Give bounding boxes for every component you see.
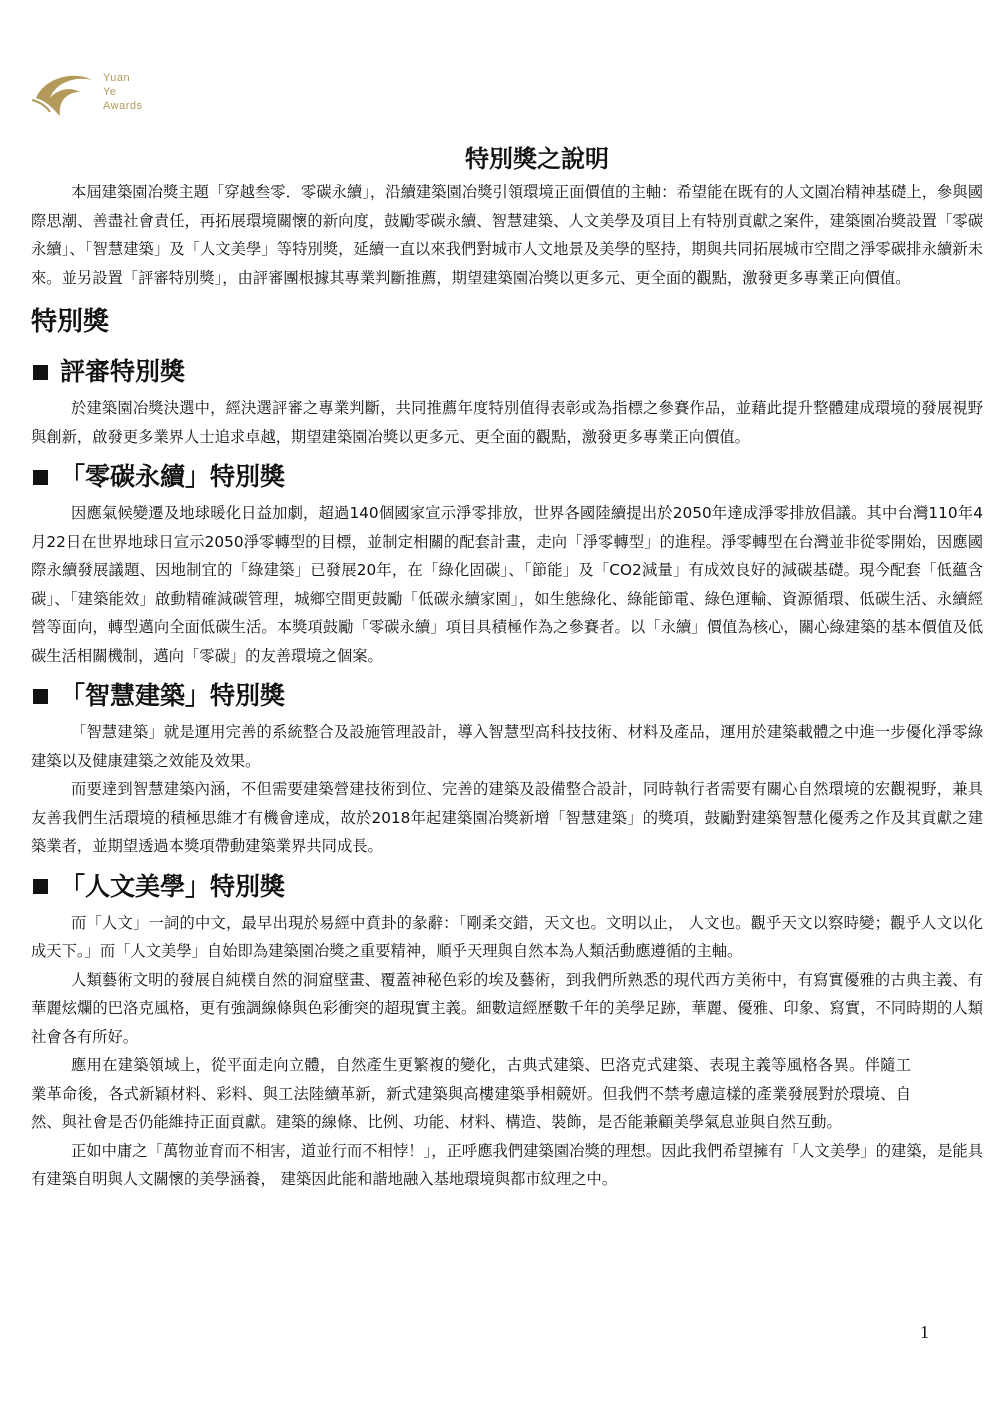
jury-award-heading	[31, 350, 983, 394]
document-body	[31, 140, 983, 1194]
aesthetics-paragraph-3: 應用在建築領域上，從平面走向立體，自然產生更繁複的變化，古典式建築、巴洛克式建築、表現主義等風格各異。伴隨工業革命後，各式新穎材料、彩料、與工法陸續革新，新式建築與高樓建築爭相競妍。但我們不禁考慮這樣的產業發展對於環境、自然、與社會是否仍能維持正面貢獻。建築的線條、比例、功能、材料、構造、裝飾，是否能兼顧美學氣息並與自然互動。	[31, 1056, 911, 1131]
smart-building-heading	[31, 674, 983, 718]
logo-line-2: Ye	[103, 86, 117, 98]
aesthetics-heading-text: 「人文美學」特別獎	[60, 871, 286, 901]
zero-carbon-heading-text: 「零碳永續」特別獎	[60, 462, 286, 491]
logo-line-3: Awards	[103, 100, 143, 112]
aesthetics-heading	[31, 865, 983, 909]
page-number: 1	[920, 1322, 929, 1342]
square-bullet-icon	[33, 689, 48, 704]
yuan-ye-awards-logo	[30, 68, 170, 124]
zero-carbon-paragraph: 因應氣候變遷及地球暖化日益加劇，超過140個國家宣示淨零排放，世界各國陸續提出於2050年達成淨零排放倡議。其中台灣110年4月22日在世界地球日宣示2050淨零轉型的目標，並制定相關的配套計畫，走向「淨零轉型」的進程。淨零轉型在台灣並非從零開始，因應國際永續發展議題、因地制宜的「綠建築」已發展20年，在「綠化固碳」、「節能」及「CO2減量」有成效良好的減碳基礎。現今配套「低蘊含碳」、「建築能效」啟動精確減碳管理，城鄉空間更鼓勵「低碳永續家園」，如生態綠化、綠能節電、綠色運輸、資源循環、低碳生活、永續經營等面向，轉型邁向全面低碳生活。本獎項鼓勵「零碳永續」項目具積極作為之參賽者。以「永續」價值為核心，關心綠建築的基本價值及低碳生活相關機制，邁向「零碳」的友善環境之個案。	[31, 504, 983, 665]
square-bullet-icon	[33, 470, 48, 485]
aesthetics-paragraph-2: 人類藝術文明的發展自純樸自然的洞窟壁畫、覆蓋神秘色彩的埃及藝術，到我們所熟悉的現代西方美術中，有寫實優雅的古典主義、有華麗炫爛的巴洛克風格，更有強調線條與色彩衝突的超現實主義。細數這經歷數千年的美學足跡，華麗、優雅、印象、寫實，不同時期的人類社會各有所好。	[31, 970, 983, 1046]
logo-wordmark	[103, 71, 142, 113]
jury-award-heading-text: 評審特別獎	[60, 357, 186, 386]
logo-mark-icon	[30, 68, 102, 124]
square-bullet-icon	[33, 879, 48, 894]
square-bullet-icon	[33, 365, 48, 380]
aesthetics-paragraph-1: 而「人文」一詞的中文，最早出現於易經中賁卦的彖辭：「剛柔交錯，天文也。文明以止， 人文也。觀乎天文以察時變；觀乎人文以化成天下。」而「人文美學」自始即為建築園冶獎之重要精神，順乎天理與自然本為人類活動應遵循的主軸。	[31, 913, 983, 960]
section-heading: 特別獎	[31, 307, 110, 337]
logo-line-1: Yuan	[103, 72, 131, 84]
jury-award-paragraph: 於建築園冶獎決選中，經決選評審之專業判斷，共同推薦年度特別值得表彰或為指標之參賽作品，並藉此提升整體建成環境的發展視野與創新，啟發更多業界人士追求卓越，期望建築園冶獎以更多元、更全面的觀點，激發更多專業正向價值。	[31, 399, 983, 446]
intro-paragraph: 本屆建築園冶獎主題「穿越叁零．零碳永續」，沿續建築園冶獎引領環境正面價值的主軸：希望能在既有的人文園冶精神基礎上，參與國際思潮、善盡社會責任，再拓展環境關懷的新向度，鼓勵零碳永續、智慧建築、人文美學及項目上有特別貢獻之案件，建築園冶獎設置「零碳永續」、「智慧建築」及「人文美學」等特別獎，延續一直以來我們對城市人文地景及美學的堅持，期與共同拓展城市空間之淨零碳排永續新未來。並另設置「評審特別獎」，由評審團根據其專業判斷推薦，期望建築園冶獎以更多元、更全面的觀點，激發更多專業正向價值。	[31, 183, 983, 287]
zero-carbon-heading	[31, 455, 983, 499]
smart-building-paragraph-1: 「智慧建築」就是運用完善的系統整合及設施管理設計，導入智慧型高科技技術、材料及產品，運用於建築載體之中進一步優化淨零綠建築以及健康建築之效能及效果。	[31, 723, 983, 770]
smart-building-heading-text: 「智慧建築」特別獎	[60, 681, 286, 710]
smart-building-paragraph-2: 而要達到智慧建築內涵，不但需要建築營建技術到位、完善的建築及設備整合設計，同時執行者需要有關心自然環境的宏觀視野，兼具友善我們生活環境的積極思維才有機會達成，故於2018年起建築園冶獎新增「智慧建築」的獎項，鼓勵對建築智慧化優秀之作及其貢獻之建築業者，並期望透過本獎項帶動建築業界共同成長。	[31, 780, 983, 855]
aesthetics-paragraph-4: 正如中庸之「萬物並育而不相害，道並行而不相悖！」，正呼應我們建築園冶獎的理想。因此我們希望擁有「人文美學」的建築，是能具有建築自明與人文關懷的美學涵養， 建築因此能和諧地融入基地環境與都市紋理之中。	[31, 1141, 983, 1188]
page-title: 特別獎之說明	[465, 145, 609, 173]
